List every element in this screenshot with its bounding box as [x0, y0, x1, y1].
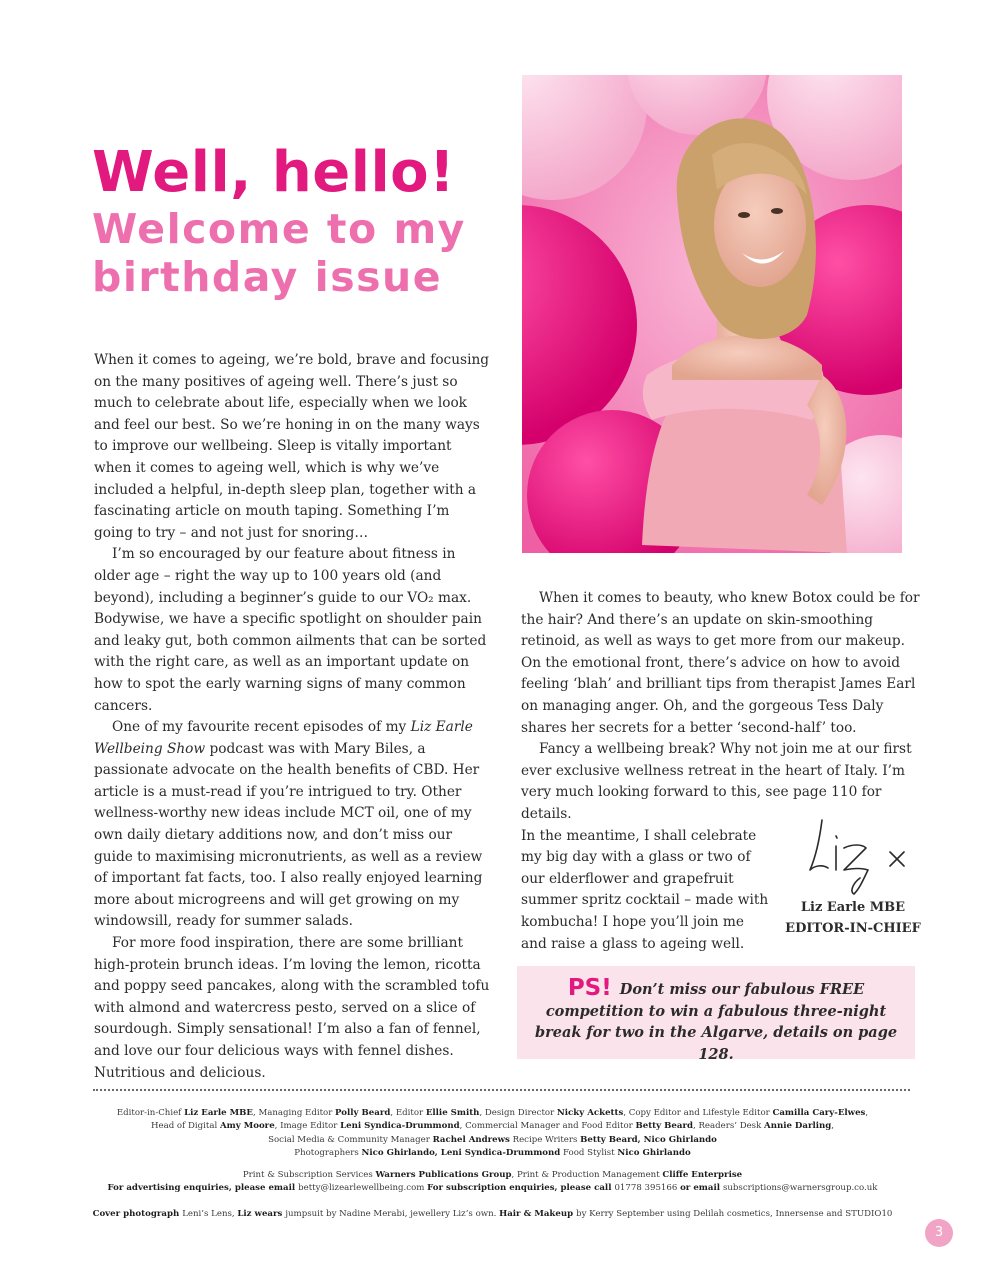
credit-role: , Design Director — [479, 1108, 557, 1118]
handwritten-signature — [780, 808, 920, 900]
closing-line: my big day with a glass or two of — [521, 849, 751, 866]
credit-name: Nicky Acketts — [556, 1108, 624, 1118]
credit-role: , Readers’ Desk — [692, 1121, 765, 1132]
credit-role: Print & Subscription Services — [242, 1170, 376, 1180]
credit-name: Liz Earle MBE — [184, 1108, 253, 1118]
credit-role: 01778 395166 — [614, 1183, 681, 1194]
credit-role: by Kerry September using Delilah cosmetics, Innersense and STUDIO10 — [576, 1209, 893, 1219]
editorial-paragraph: When it comes to beauty, who knew Botox could be for the hair? And there’s an update on skin-smoothing retinoid, as well as ways to get more from our makeup. On the emotional front, there’s advice on how to avoid feeling ‘blah’ and brilliant tips from therapist James Earl on managing anger. Oh, and the gorgeous Tess Daly shares her secrets for a better ‘second-half’ too. — [521, 590, 920, 736]
editorial-paragraph: For more food inspiration, there are some brilliant high-protein brunch ideas. I’m loving the lemon, ricotta and poppy seed pancakes, along with the scrambled tofu with almond and watercress pesto, served on a slice of sourdough. Simply sensational! I’m also a fan of fennel, and love our four delicious ways with fennel dishes. Nutritious and delicious. — [94, 935, 490, 1081]
credit-role: , Image Editor — [274, 1121, 341, 1132]
credit-line — [40, 1208, 945, 1221]
credit-role: , — [865, 1108, 869, 1118]
credit-name: For subscription enquiries, please call — [427, 1183, 615, 1194]
credit-name: Warners Publications Group — [375, 1170, 512, 1180]
credit-line — [40, 1120, 945, 1133]
credit-name: Nico Ghirlando, Leni Syndica-Drummond — [361, 1148, 561, 1159]
credit-line — [40, 1107, 945, 1120]
signature-image — [780, 808, 920, 896]
credit-role: Editor-in-Chief — [116, 1108, 185, 1118]
page-subtitle: Welcome to my birthday issue — [92, 205, 466, 301]
services-credits — [40, 1169, 945, 1196]
credit-role: , — [831, 1121, 834, 1132]
credit-role: jumpsuit by Nadine Merabi, jewellery Liz’s own. — [285, 1209, 500, 1219]
credit-role: betty@lizearlewellbeing.com — [298, 1183, 428, 1194]
credit-name: Leni Syndica-Drummond — [340, 1121, 460, 1132]
credit-name: Polly Beard — [335, 1108, 391, 1118]
ps-text: Don’t miss our fabulous FREE competition to win a fabulous three-night break for two in the Algarve, details on page 128. — [534, 981, 898, 1063]
credit-line — [40, 1182, 945, 1195]
staff-credits — [40, 1107, 945, 1161]
credit-name: Liz wears — [237, 1209, 286, 1219]
editor-name: Liz Earle MBE — [800, 900, 906, 915]
paragraph-text: One of my favourite recent episodes of my — [112, 719, 411, 736]
cover-credits — [40, 1208, 945, 1221]
credit-role: Photographers — [294, 1148, 362, 1159]
ps-callout — [517, 966, 915, 1063]
closing-line: our elderflower and grapefruit — [521, 870, 734, 887]
page-title: Well, hello! — [92, 140, 456, 205]
credit-name: Camilla Cary-Elwes — [772, 1108, 866, 1118]
credit-line — [40, 1169, 945, 1182]
credit-role: Head of Digital — [150, 1121, 220, 1132]
credit-name: Hair & Makeup — [499, 1209, 577, 1219]
closing-line: In the meantime, I shall celebrate — [521, 827, 757, 844]
closing-line: kombucha! I hope you’ll join me — [521, 913, 744, 930]
editor-role: EDITOR-IN-CHIEF — [785, 921, 921, 936]
credit-role: Social Media & Community Manager — [268, 1134, 433, 1145]
credit-name: Betty Beard — [635, 1121, 693, 1132]
credit-name: Cliffe Enterprise — [662, 1170, 743, 1180]
credit-name: Ellie Smith — [425, 1108, 480, 1118]
editorial-paragraph: When it comes to ageing, we’re bold, brave and focusing on the many positives of ageing well. There’s just so much to celebrate about life, especially when we look and feel our best. So we’re honing in on the many ways to improve our wellbeing. Sleep is vitally important when it comes to ageing well, which is why we’ve included a helpful, in-depth sleep plan, together with a fascinating article on mouth taping. Something I’m going to try – and not just for snoring… — [94, 352, 490, 541]
credit-role: Recipe Writers — [509, 1134, 581, 1145]
credit-name: Amy Moore — [219, 1121, 275, 1132]
credit-name: Rachel Andrews — [432, 1134, 510, 1145]
editorial-paragraph — [94, 717, 490, 933]
signature-block — [783, 897, 923, 939]
credit-name: Annie Darling — [764, 1121, 832, 1132]
page-number-badge: 3 — [925, 1219, 953, 1247]
dotted-divider — [93, 1089, 910, 1091]
closing-line: summer spritz cocktail – made with — [521, 892, 769, 909]
credit-role: , Print & Production Management — [511, 1170, 663, 1180]
credit-name: Nico Ghirlando — [617, 1148, 691, 1159]
credit-name: Cover photograph — [92, 1209, 183, 1219]
credit-role: Leni’s Lens, — [182, 1209, 238, 1219]
editorial-paragraph: I’m so encouraged by our feature about fitness in older age – right the way up to 100 years old (and beyond), including a beginner’s guide to our VO₂ max. Bodywise, we have a specific spotlight on shoulder pain and leaky gut, both common ailments that can be sorted with the right care, as well as an important update on how to spot the early warning signs of many common cancers. — [94, 546, 487, 714]
credit-role: , Managing Editor — [252, 1108, 336, 1118]
credit-role: , Editor — [390, 1108, 426, 1118]
cover-photo — [522, 75, 902, 553]
closing-line: and raise a glass to ageing well. — [521, 935, 745, 952]
paragraph-text: podcast was with Mary Biles, a passionate advocate on the health benefits of CBD. Her article is a must-read if you’re intrigued to try. Other wellness-worthy new ideas include MCT oil, one of my own daily dietary additions now, and don’t miss our guide to maximising micronutrients, as well as a review of important fat facts, too. I also really enjoyed learning more about microgreens and will get growing on my windowsill, ready for summer salads. — [94, 740, 483, 930]
editor-portrait-image — [522, 75, 902, 553]
credit-line — [40, 1134, 945, 1147]
editorial-left-column — [94, 350, 490, 1084]
podcast-title: Liz Earle Wellbeing Show — [94, 719, 473, 757]
credit-role: Food Stylist — [560, 1148, 618, 1159]
credit-name: Betty Beard, Nico Ghirlando — [580, 1134, 717, 1145]
credit-role: , Copy Editor and Lifestyle Editor — [623, 1108, 773, 1118]
ps-label: PS! — [567, 975, 612, 1001]
credit-name: For advertising enquiries, please email — [107, 1183, 299, 1194]
credit-role: subscriptions@warnersgroup.co.uk — [722, 1183, 878, 1194]
editorial-paragraph: Fancy a wellbeing break? Why not join me at our first ever exclusive wellness retreat in the heart of Italy. I’m very much looking forward to this, see page 110 for details. — [521, 741, 912, 822]
credit-role: , Commercial Manager and Food Editor — [459, 1121, 636, 1132]
credit-name: or email — [680, 1183, 723, 1194]
credit-line — [40, 1147, 945, 1160]
